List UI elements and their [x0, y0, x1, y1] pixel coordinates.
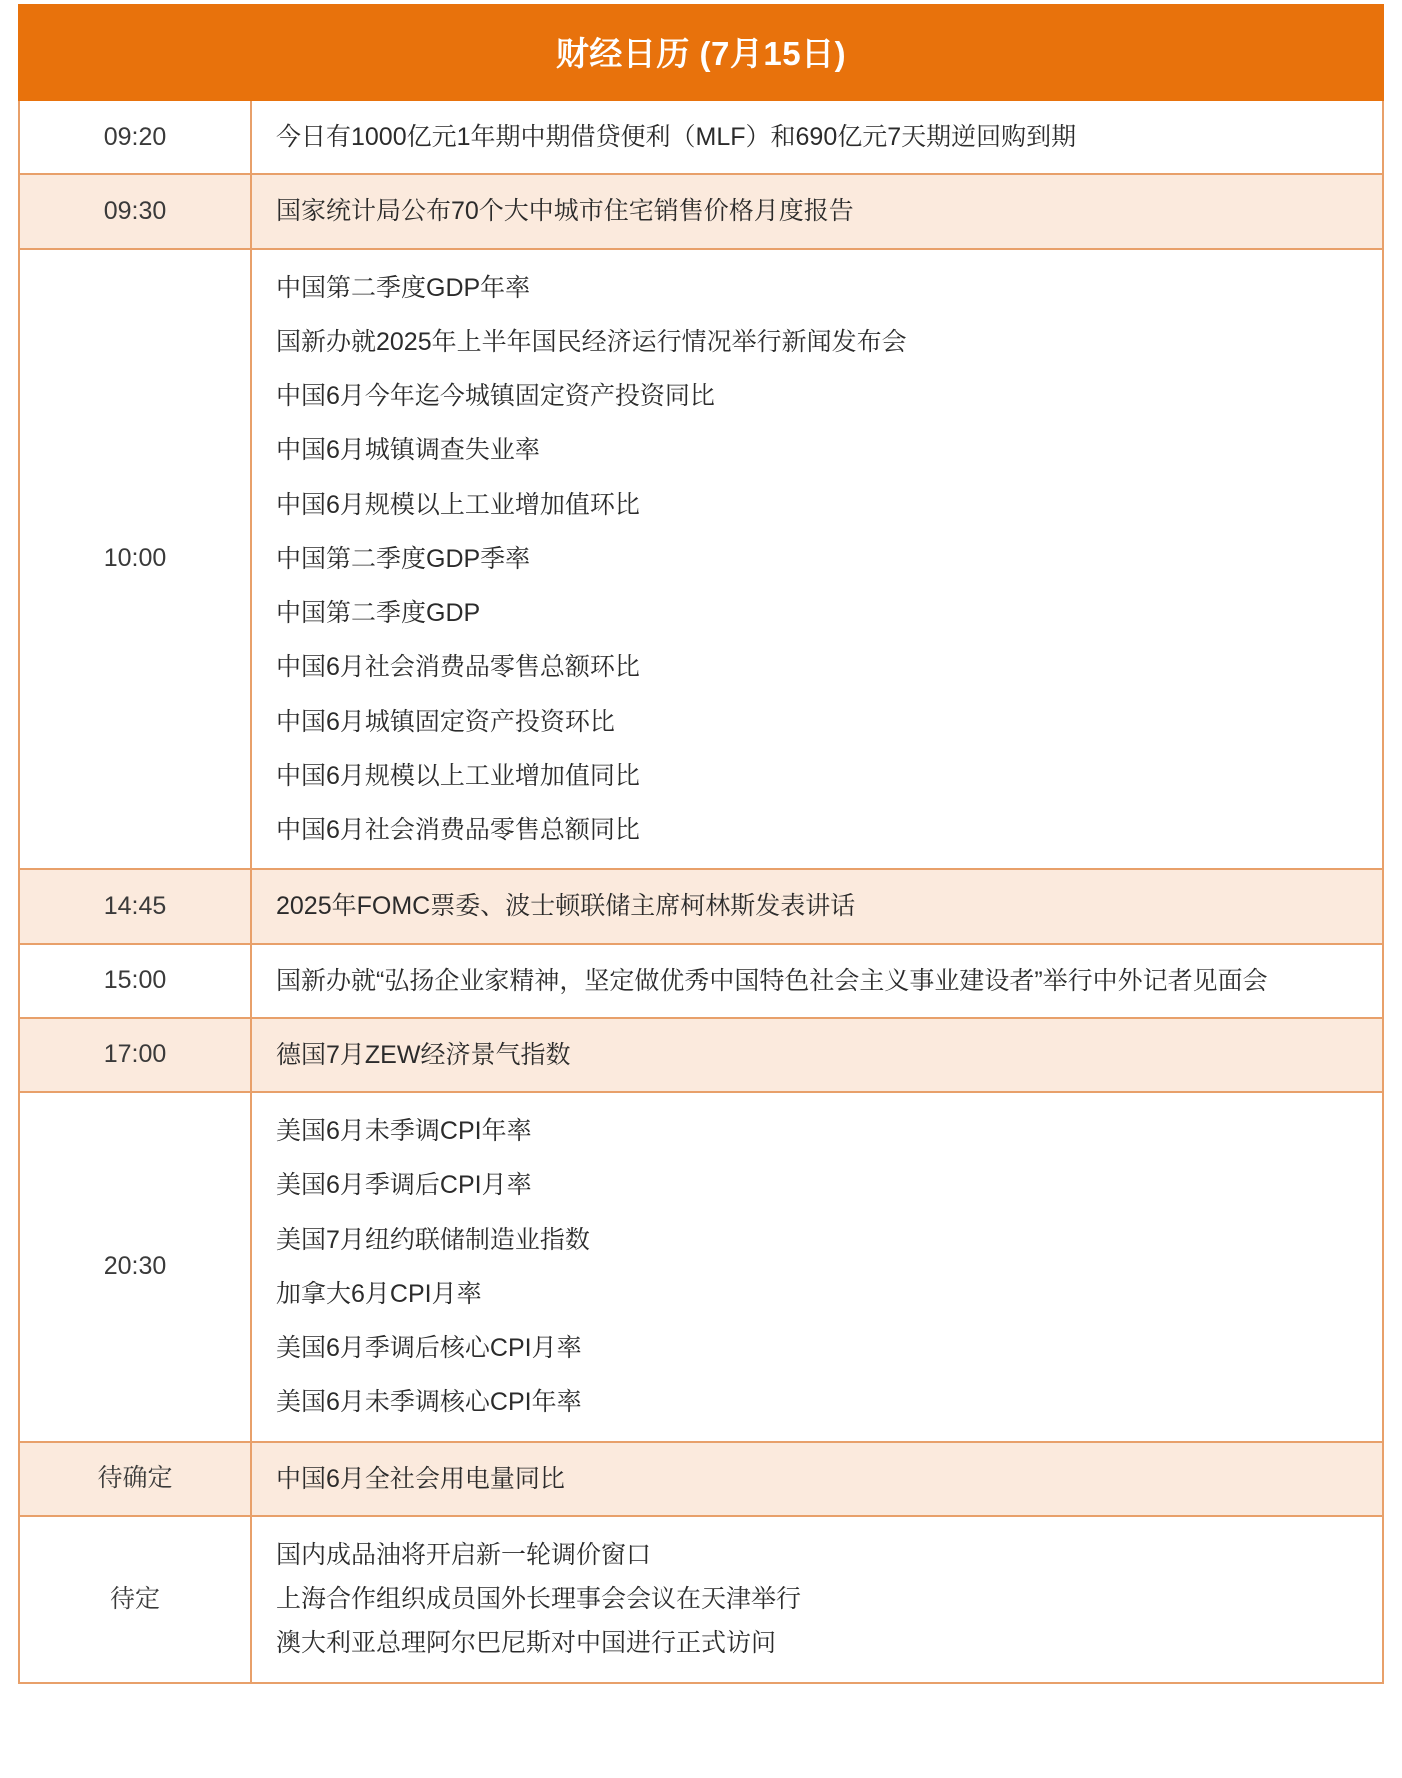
event-item: 上海合作组织成员国外长理事会会议在天津举行 — [276, 1585, 802, 1613]
event-item: 中国6月今年迄今城镇固定资产投资同比 — [276, 382, 715, 410]
event-item: 美国6月未季调CPI年率 — [276, 1117, 532, 1145]
event-list — [251, 1442, 1383, 1516]
event-item: 美国7月纽约联储制造业指数 — [276, 1225, 590, 1254]
event-time: 10:00 — [19, 249, 251, 870]
event-time: 15:00 — [19, 944, 251, 1018]
calendar-body — [19, 100, 1383, 1683]
event-time: 09:20 — [19, 100, 251, 174]
event-time: 待定 — [19, 1516, 251, 1683]
event-time: 20:30 — [19, 1092, 251, 1442]
table-row — [19, 944, 1383, 1018]
page-title: 财经日历 (7月15日) — [19, 5, 1383, 100]
event-list — [251, 869, 1383, 943]
event-list — [251, 944, 1383, 1018]
event-item: 中国6月规模以上工业增加值同比 — [276, 761, 640, 790]
table-row — [19, 1516, 1383, 1683]
event-list — [251, 1092, 1383, 1442]
event-item: 中国第二季度GDP季率 — [276, 544, 531, 573]
event-list — [251, 1516, 1383, 1683]
event-item: 中国6月全社会用电量同比 — [276, 1464, 565, 1493]
event-list — [251, 174, 1383, 248]
calendar-header — [19, 5, 1383, 100]
event-item: 美国6月季调后CPI月率 — [276, 1171, 532, 1200]
event-item: 中国第二季度GDP — [276, 599, 481, 627]
calendar-table — [18, 4, 1384, 1684]
event-item: 国内成品油将开启新一轮调价窗口 — [276, 1540, 652, 1569]
event-item: 美国6月未季调核心CPI年率 — [276, 1388, 582, 1417]
event-item: 中国第二季度GDP年率 — [276, 273, 531, 302]
event-list — [251, 100, 1383, 174]
table-row — [19, 249, 1383, 870]
table-row — [19, 1018, 1383, 1092]
table-row — [19, 869, 1383, 943]
event-time: 待确定 — [19, 1442, 251, 1516]
event-item: 中国6月规模以上工业增加值环比 — [276, 490, 640, 519]
event-item: 中国6月城镇调查失业率 — [276, 436, 540, 465]
table-row — [19, 1442, 1383, 1516]
event-list — [251, 1018, 1383, 1092]
table-row — [19, 174, 1383, 248]
event-item: 国家统计局公布70个大中城市住宅销售价格月度报告 — [276, 197, 854, 226]
event-time: 17:00 — [19, 1018, 251, 1092]
event-item: 国新办就“弘扬企业家精神，坚定做优秀中国特色社会主义事业建设者”举行中外记者见面会 — [276, 966, 1268, 995]
event-item: 2025年FOMC票委、波士顿联储主席柯林斯发表讲话 — [276, 892, 856, 921]
event-item: 美国6月季调后核心CPI月率 — [276, 1334, 582, 1362]
event-item: 澳大利亚总理阿尔巴尼斯对中国进行正式访问 — [276, 1629, 777, 1658]
event-item: 中国6月社会消费品零售总额环比 — [276, 653, 640, 682]
event-item: 加拿大6月CPI月率 — [276, 1279, 482, 1308]
event-item: 德国7月ZEW经济景气指数 — [276, 1040, 571, 1069]
event-time: 14:45 — [19, 869, 251, 943]
event-item: 今日有1000亿元1年期中期借贷便利（MLF）和690亿元7天期逆回购到期 — [276, 123, 1077, 151]
event-item: 中国6月社会消费品零售总额同比 — [276, 816, 640, 844]
table-row — [19, 100, 1383, 174]
table-row — [19, 1092, 1383, 1442]
event-item: 中国6月城镇固定资产投资环比 — [276, 707, 615, 736]
financial-calendar — [18, 0, 1384, 1684]
event-time: 09:30 — [19, 174, 251, 248]
event-list — [251, 249, 1383, 870]
event-item: 国新办就2025年上半年国民经济运行情况举行新闻发布会 — [276, 327, 907, 356]
